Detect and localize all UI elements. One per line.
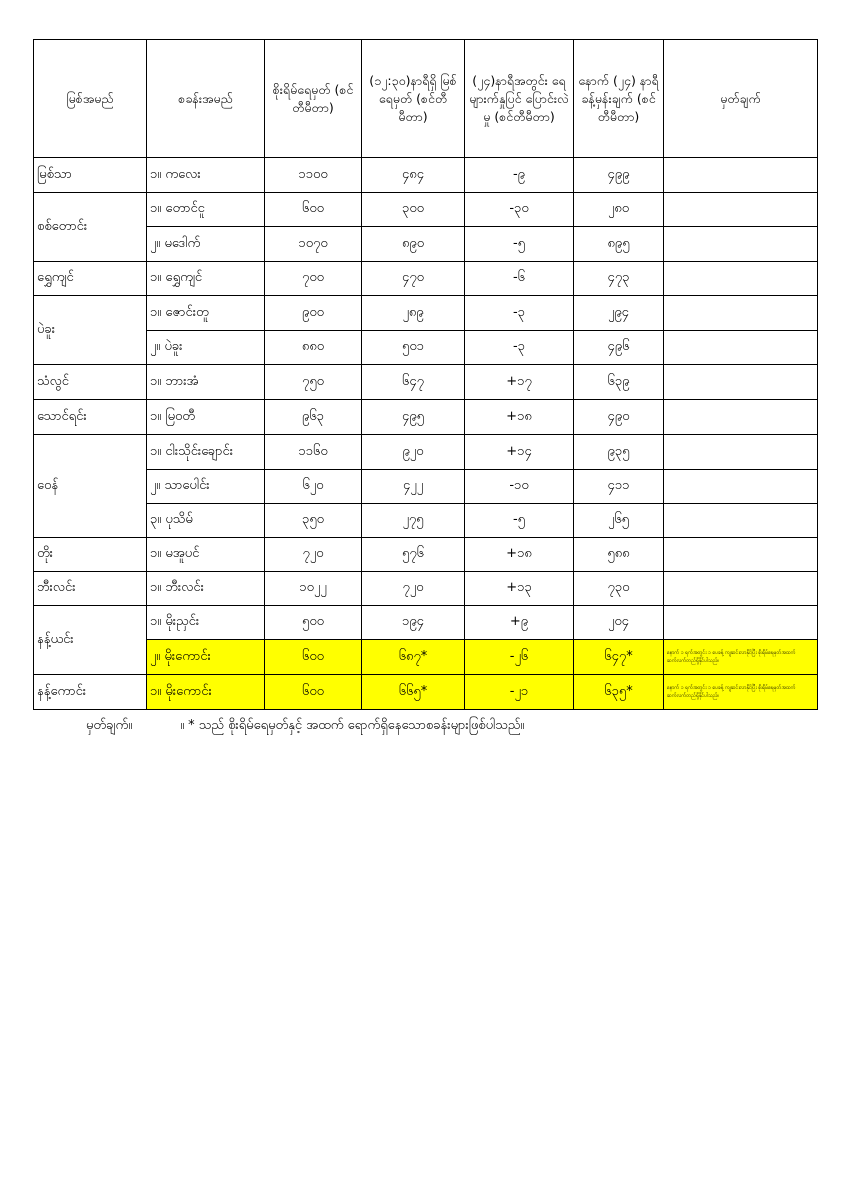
station-name: ၁။ ဇောင်းတူ <box>147 296 265 331</box>
remark-cell <box>664 262 818 296</box>
table-row <box>34 262 818 296</box>
table-row <box>34 365 818 400</box>
forecast-level: ၄၉၀ <box>574 400 664 435</box>
river-name: မြစ်သာ <box>34 158 147 193</box>
table-row <box>34 538 818 572</box>
station-name: ၁။ မိုးကောင်း <box>147 675 265 710</box>
header-danger-level: စိုးရိမ်ရေမှတ် (စင်တီမီတာ) <box>265 40 362 158</box>
river-name: နန့်ကောင်း <box>34 675 147 710</box>
forecast-level: ၆၃၅* <box>574 675 664 710</box>
table-row <box>34 606 818 640</box>
current-level: ၄၂၂ <box>362 470 465 504</box>
forecast-level: ၈၉၅ <box>574 227 664 262</box>
forecast-level: ၅၈၈ <box>574 538 664 572</box>
current-level: ၄၈၄ <box>362 158 465 193</box>
river-name: ဘီးလင်း <box>34 572 147 606</box>
forecast-level: ၆၃၉ <box>574 365 664 400</box>
remark-cell <box>664 435 818 470</box>
remark-cell <box>664 400 818 435</box>
level-change: +၉ <box>465 606 574 640</box>
station-name: ၂။ ပဲခူး <box>147 331 265 365</box>
header-24h-change: (၂၄)နာရီအတွင်း ရေများက်နှုပြင် ပြောင်းလဲမှု (စင်တီမီတာ) <box>465 40 574 158</box>
footnote-label: မှတ်ချက်။ <box>86 718 133 733</box>
danger-level: ၉၆၃ <box>265 400 362 435</box>
station-name: ၁။ မြဝတီ <box>147 400 265 435</box>
remark-cell <box>664 572 818 606</box>
level-change: +၁၄ <box>465 435 574 470</box>
danger-level: ၆၀၀ <box>265 675 362 710</box>
level-change: -၉ <box>465 158 574 193</box>
danger-level: ၆၀၀ <box>265 640 362 675</box>
current-level: ၆၈၇* <box>362 640 465 675</box>
river-name: ဝေန် <box>34 435 147 538</box>
header-current-level: (၁၂:၃၀)နာရီရှိ မြစ်ရေမှတ် (စင်တီမီတာ) <box>362 40 465 158</box>
forecast-level: ၄၁၁ <box>574 470 664 504</box>
forecast-level: ၄၉၆ <box>574 331 664 365</box>
remark-cell <box>664 193 818 227</box>
current-level: ၉၂၀ <box>362 435 465 470</box>
station-name: ၁။ ဘီးလင်း <box>147 572 265 606</box>
danger-level: ၇၅၀ <box>265 365 362 400</box>
station-name: ၁။ ရွှေကျင် <box>147 262 265 296</box>
remark-cell: နောက် ၁ ရက်အတွင်း ၁ ပေခန့် ကျဆင်းလာနိုင်ပြီး စိုးရိမ်ရေမှတ်အထက်ဆက်လက်တည်ရှိနိုင်ပါသည်။ <box>664 675 818 710</box>
remark-cell <box>664 504 818 538</box>
current-level: ၆၆၅* <box>362 675 465 710</box>
current-level: ၅၀၁ <box>362 331 465 365</box>
remark-cell <box>664 331 818 365</box>
table-row-highlighted <box>34 675 818 710</box>
current-level: ၆၄၇ <box>362 365 465 400</box>
station-name: ၁။ ငါးသိုင်းချောင်း <box>147 435 265 470</box>
table-row <box>34 504 818 538</box>
station-name: ၁။ မအူပင် <box>147 538 265 572</box>
remark-cell <box>664 227 818 262</box>
danger-level: ၃၅၀ <box>265 504 362 538</box>
river-name: နန့်ယင်း <box>34 606 147 675</box>
forecast-level: ၄၇၃ <box>574 262 664 296</box>
remark-cell <box>664 296 818 331</box>
forecast-level: ၂၈၀ <box>574 193 664 227</box>
forecast-level: ၇၃၀ <box>574 572 664 606</box>
table-row <box>34 158 818 193</box>
forecast-level: ၉၃၅ <box>574 435 664 470</box>
remark-cell <box>664 606 818 640</box>
river-name: ပဲခူး <box>34 296 147 365</box>
danger-level: ၆၂၀ <box>265 470 362 504</box>
level-change: -၃ <box>465 296 574 331</box>
danger-level: ၈၈၀ <box>265 331 362 365</box>
level-change: +၁၈ <box>465 538 574 572</box>
remark-cell <box>664 470 818 504</box>
table-row <box>34 435 818 470</box>
station-name: ၂။ မိုးကောင်း <box>147 640 265 675</box>
station-name: ၂။ မဒေါက် <box>147 227 265 262</box>
table-row <box>34 193 818 227</box>
table-row <box>34 227 818 262</box>
forecast-level: ၆၄၇* <box>574 640 664 675</box>
level-change: -၅ <box>465 227 574 262</box>
danger-level: ၉၀၀ <box>265 296 362 331</box>
danger-level: ၇၀၀ <box>265 262 362 296</box>
station-name: ၁။ တောင်ငူ <box>147 193 265 227</box>
current-level: ၄၇၀ <box>362 262 465 296</box>
current-level: ၄၉၅ <box>362 400 465 435</box>
station-name: ၂။ သာပေါင်း <box>147 470 265 504</box>
danger-level: ၆၀၀ <box>265 193 362 227</box>
table-row <box>34 400 818 435</box>
current-level: ၂၇၅ <box>362 504 465 538</box>
header-station-name: စခန်းအမည် <box>147 40 265 158</box>
level-change: -၂၆ <box>465 640 574 675</box>
current-level: ၅၇၆ <box>362 538 465 572</box>
danger-level: ၁၀၇၀ <box>265 227 362 262</box>
river-name: ရွှေကျင် <box>34 262 147 296</box>
remark-cell: နောက် ၁ ရက်အတွင်း ၁ ပေခန့် ကျဆင်းလာနိုင်ပြီး စိုးရိမ်ရေမှတ်အထက်ဆက်လက်တည်ရှိနိုင်ပါသည်။ <box>664 640 818 675</box>
remark-cell <box>664 158 818 193</box>
current-level: ၈၉၀ <box>362 227 465 262</box>
station-name: ၁။ ဘားအံ <box>147 365 265 400</box>
forecast-level: ၄၉၉ <box>574 158 664 193</box>
level-change: -၃ <box>465 331 574 365</box>
river-name: သောင်ရင်း <box>34 400 147 435</box>
table-row <box>34 331 818 365</box>
level-change: +၁၈ <box>465 400 574 435</box>
forecast-level: ၂၆၅ <box>574 504 664 538</box>
station-name: ၁။ ကလေး <box>147 158 265 193</box>
table-row <box>34 296 818 331</box>
table-row <box>34 470 818 504</box>
river-water-level-table <box>33 39 818 710</box>
level-change: +၁၇ <box>465 365 574 400</box>
level-change: -၁၀ <box>465 470 574 504</box>
danger-level: ၁၁၀၀ <box>265 158 362 193</box>
level-change: +၁၃ <box>465 572 574 606</box>
station-name: ၃။ ပုသိမ် <box>147 504 265 538</box>
level-change: -၆ <box>465 262 574 296</box>
footnote-text: ။ * သည် စိုးရိမ်ရေမှတ်နှင့် အထက် ရောက်ရှိနေသောစခန်းများဖြစ်ပါသည်။ <box>180 718 525 733</box>
current-level: ၃၀၀ <box>362 193 465 227</box>
level-change: -၃၀ <box>465 193 574 227</box>
danger-level: ၇၂၀ <box>265 538 362 572</box>
remark-cell <box>664 538 818 572</box>
header-row <box>34 40 818 158</box>
current-level: ၇၂၀ <box>362 572 465 606</box>
danger-level: ၅၀၀ <box>265 606 362 640</box>
header-river-name: မြစ်အမည် <box>34 40 147 158</box>
danger-level: ၁၁၆၀ <box>265 435 362 470</box>
river-name: စစ်တောင်း <box>34 193 147 262</box>
current-level: ၁၉၄ <box>362 606 465 640</box>
footnote <box>86 717 524 736</box>
remark-cell <box>664 365 818 400</box>
forecast-level: ၂၀၄ <box>574 606 664 640</box>
table-row <box>34 572 818 606</box>
level-change: -၅ <box>465 504 574 538</box>
forecast-level: ၂၉၄ <box>574 296 664 331</box>
river-name: တိုး <box>34 538 147 572</box>
header-remarks: မှတ်ချက် <box>664 40 818 158</box>
current-level: ၂၈၉ <box>362 296 465 331</box>
station-name: ၁။ မိုးညှင်း <box>147 606 265 640</box>
level-change: -၂၁ <box>465 675 574 710</box>
table-row-highlighted <box>34 640 818 675</box>
river-name: သံလွင် <box>34 365 147 400</box>
header-24h-forecast: နောက် (၂၄) နာရီ ခန့်မှန်းချက် (စင်တီမီတာ) <box>574 40 664 158</box>
danger-level: ၁၀၂၂ <box>265 572 362 606</box>
